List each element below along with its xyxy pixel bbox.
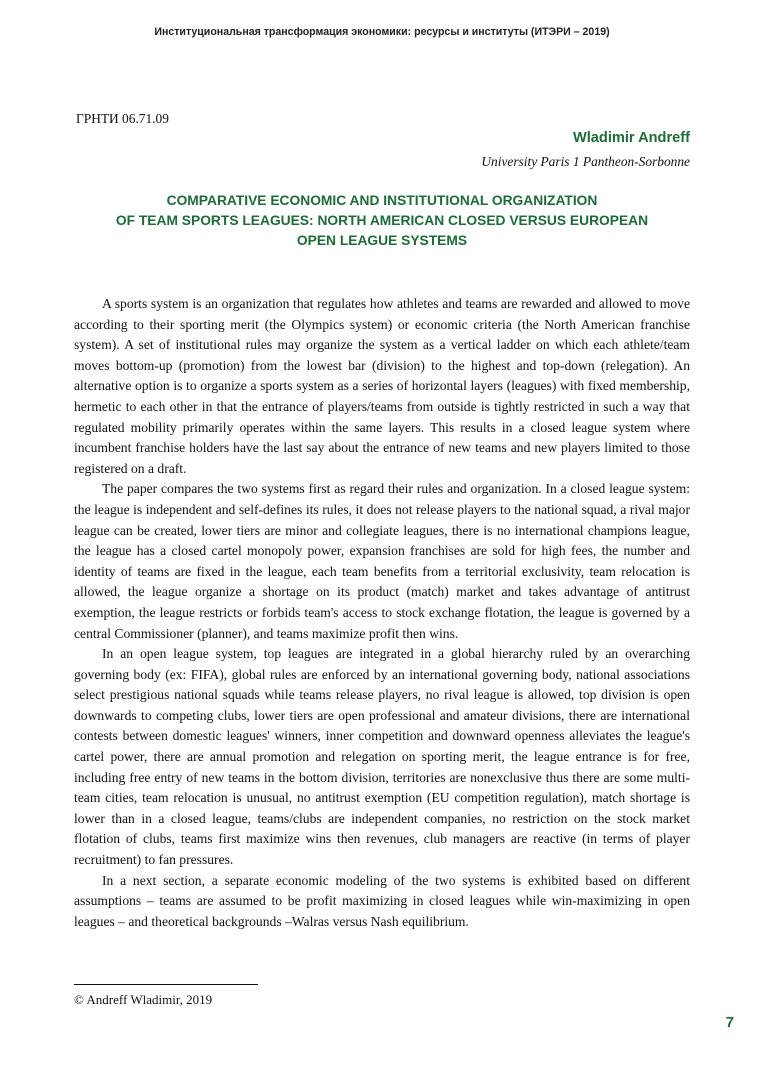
article-title-line: OPEN LEAGUE SYSTEMS xyxy=(296,233,468,248)
article-title-line: COMPARATIVE ECONOMIC AND INSTITUTIONAL ORGANIZATION xyxy=(166,193,598,208)
page-number: 7 xyxy=(725,1014,734,1031)
author-affiliation: University Paris 1 Pantheon-Sorbonne xyxy=(481,154,690,169)
grnti-code: ГРНТИ 06.71.09 xyxy=(76,111,169,126)
article-body xyxy=(74,294,690,932)
footnote-divider xyxy=(74,984,258,985)
copyright-footnote: © Andreff Wladimir, 2019 xyxy=(74,992,213,1007)
body-paragraph: A sports system is an organization that regulates how athletes and teams are rewarded and allowed to move according to their sporting merit (the Olympics system) or economic criteria (the North American franchise system). A set of institutional rules may organize the system as a vertical ladder on which each athlete/team moves bottom-up (promotion) from the lowest bar (division) to the highest and top-down (relegation). An alternative option is to organize a sports system as a series of horizontal layers (leagues) with fixed membership, hermetic to each other in that the entrance of players/teams from outside is tightly restricted in such a way that regulated mobility primarily operates within the same layers. This results in a closed league system where incumbent franchise holders have the last say about the entrance of new teams and new players limited to those registered on a draft. xyxy=(74,296,690,476)
body-paragraph: The paper compares the two systems first as regard their rules and organization. In a closed league system: the league is independent and self-defines its rules, it does not release players to the national squad, a rival major league can be created, lower tiers are minor and collegiate leagues, there is no international champions league, the league has a closed cartel monopoly power, expansion franchises are sold for high fees, the number and identity of teams are fixed in the league, each team benefits from a territorial exclusivity, team relocation is allowed, the league organize a shortage on its product (match) market and takes advantage of antitrust exemption, the league restricts or forbids team's access to stock exchange flotation, the league is governed by a central Commissioner (planner), and teams maximize profit then wins. xyxy=(74,481,690,641)
article-title-line: OF TEAM SPORTS LEAGUES: NORTH AMERICAN CLOSED VERSUS EUROPEAN xyxy=(115,213,649,228)
body-paragraph: In a next section, a separate economic modeling of the two systems is exhibited based on different assumptions – teams are assumed to be profit maximizing in closed leagues while win-maximizing in open leagues – and theoretical backgrounds –Walras versus Nash equilibrium. xyxy=(74,872,690,929)
article-title xyxy=(60,191,704,251)
body-paragraph: In an open league system, top leagues are integrated in a global hierarchy ruled by an overarching governing body (ex: FIFA), global rules are enforced by an international governing body, national associations select prestigious national squads while teams release players, no rival league is allowed, top division is open downwards to competing clubs, lower tiers are open professional and amateur divisions, there are international contests between domestic leagues' winners, inner competition and downward openness alleviates the league's cartel power, there are annual promotion and relegation on sporting merit, the league entrance is for free, including free entry of new teams in the bottom division, territories are nonexclusive thus there are some multi-team cities, team relocation is unusual, no antitrust exemption (EU competition regulation), match shortage is lower than in a closed league, teams/clubs are independent companies, no restriction on the stock market flotation of clubs, teams first maximize wins then revenues, club managers are reactive (in terms of player recruitment) to fan pressures. xyxy=(74,646,690,868)
author-name: Wladimir Andreff xyxy=(572,130,690,146)
running-header: Институциональная трансформация экономики: ресурсы и институты (ИТЭРИ – 2019) xyxy=(154,26,610,38)
